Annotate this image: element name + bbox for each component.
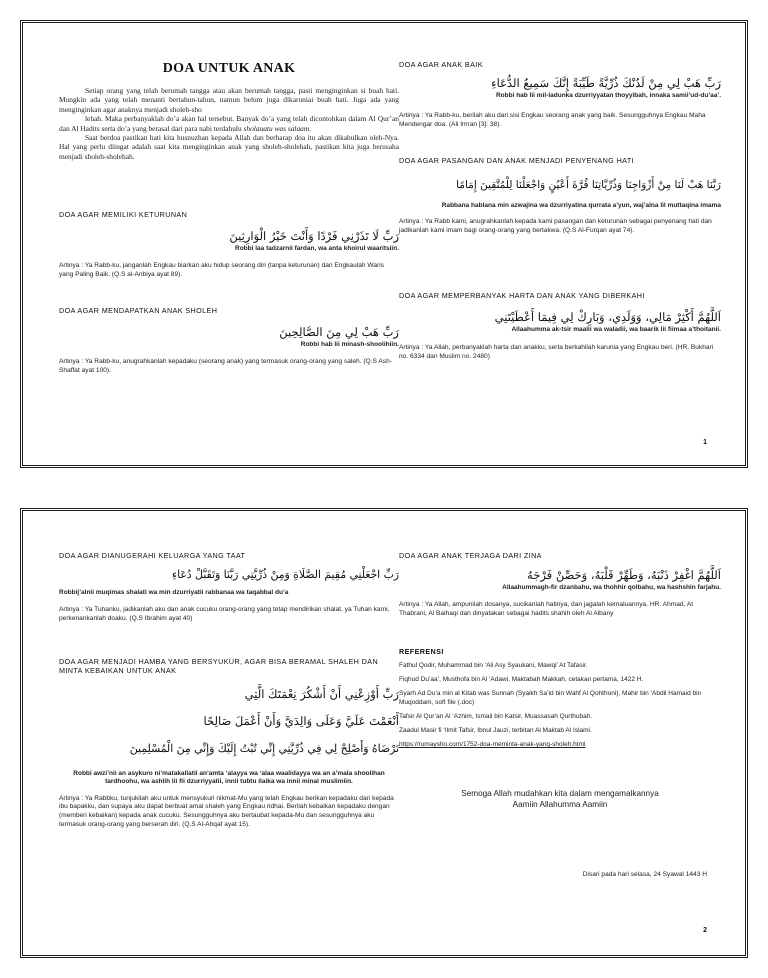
intro-paragraph-3: Saat berdoa pastikan hati kita husnuzhan kepada Allah dan berharap doa itu akan dikabulkan oleh-Nya. Hal yang perlu diingat adalah saat kita menginginkan anak yang sholeh-sholehah, pastikan kita juga berusaha menjadi sholeh-sholehah.: [59, 133, 399, 161]
section-heading: DOA AGAR MENJADI HAMBA YANG BERSYUKUR, AGAR BISA BERAMAL SHALEH DAN MINTA KEBAIKAN UNTUK ANAK: [59, 657, 379, 675]
section-harta-anak: [399, 291, 721, 362]
closing-prayer: [399, 788, 721, 810]
page-title: DOA UNTUK ANAK: [162, 61, 296, 76]
arabic-text: اَللَّهُمَّ أَكْثِرْ مَالِي، وَوَلَدِي، وَبَارِكْ لِي فِيمَا أَعْطَيْتَنِي: [494, 310, 721, 324]
intro-paragraph-1: Setiap orang yang telah berumah tangga atau akan berumah tangga, pasti menginginkan si buah hati. Mungkin ada yang telah menanti bertahun-tahun, namun belum juga dikaruniai buah hati. Juga ada yang menginginkan agar anaknya menjadi sholeh-sho: [59, 86, 399, 114]
signoff-text: Disari pada hari selasa, 24 Syawal 1443 H: [582, 871, 707, 878]
reference-item: Fathul Qodir, Muhammad bin ‘Ali Asy Syaukani, Mawqi’ At Tafasir.: [399, 662, 588, 669]
latin-text: Robbij’alnii muqimas shalati wa min dzurriyatii rabbanaa wa taqabbal du’a: [59, 589, 289, 596]
signoff: [399, 871, 707, 878]
latin-text: Allaahummagh-fir dzanbahu, wa thohhir qolbahu, wa hashshin farjahu.: [502, 584, 721, 591]
translation-text: Artinya : Ya Tuhanku, jadikanlah aku dan anak cucuku orang-orang yang tetap mendirikan shalat, ya Tuhan kami, perkenankanlah doaku. (Q.S Ibrahim ayat 40): [59, 606, 390, 622]
translation-text: Artinya : Ya Allah, ampunilah dosanya, sucikanlah hatinya, dan jagalah kemaluannya. HR. Ahmad, At Thabrani, Al Baihaqi dan dinyatakan sebagai hadits shahih oleh Al Albany: [399, 601, 694, 617]
latin-text: Robbi hab lii mil-ladunka dzurriyyatan thoyyibah, innaka samii’ud-du’aa’.: [495, 92, 721, 99]
translation-text: Artinya : Ya Allah, perbanyaklah harta dan anakku, serta berkahilah karunia yang Engkau beri. (HR. Bukhari no. 6334 dan Muslim no. 2480): [399, 344, 714, 360]
arabic-text: رَبِّ هَبْ لِي مِنْ لَدُنْكَ ذُرِّيَّةً طَيِّبَةً إِنَّكَ سَمِيعُ الدُّعَاءِ: [491, 76, 721, 90]
translation-text: Artinya : Ya Rabb-ku, berilah aku dari sisi Engkau seorang anak yang baik. Sesungguhnya Engkau Maha Mendengar doa. (Ali Imran [3]: 38).: [399, 112, 706, 128]
translation-text: Artinya : Ya Rabb-ku, janganlah Engkau biarkan aku hidup seorang diri (tanpa keturunan) dan Engkaulah Waris yang Paling Baik. (Q.S al-Anbiya ayat 89).: [59, 262, 385, 278]
latin-text: Robbi hab lii minash-shoolihiin.: [300, 341, 399, 348]
translation-text: Artinya : Ya Rabb-ku, anugrahkanlah kepadaku (seorang anak) yang termasuk orang-orang yang saleh. (Q.S Ash-Shaffat ayat 100).: [59, 358, 392, 374]
section-heading: DOA AGAR PASANGAN DAN ANAK MENJADI PENYENANG HATI: [399, 156, 635, 165]
latin-text: Robbi laa tadzarnii fardan, wa anta khoirul waaritsiin.: [235, 245, 399, 252]
arabic-text: اَللَّهُمَّ اغْفِرْ ذَنْبَهُ، وَطَهِّرْ قَلْبَهُ، وَحَصِّنْ فَرْجَهُ: [527, 568, 721, 582]
arabic-text: رَبِّ لَا تَذَرْنِي فَرْدًا وَأَنْتَ خَيْرُ الْوَارِثِينَ: [229, 229, 399, 243]
section-heading: DOA AGAR DIANUGERAHI KELUARGA YANG TAAT: [59, 551, 246, 560]
arabic-line-3: تَرْضَاهُ وَأَصْلِحْ لِي فِي ذُرِّيَّتِي إِنِّي تُبْتُ إِلَيْكَ وَإِنِّي مِنَ الْمُسْلِمِينَ: [129, 742, 399, 755]
section-penyenang-hati: [399, 156, 721, 236]
page-number: 1: [703, 439, 707, 446]
intro-text: [59, 86, 399, 161]
intro-paragraph-2-text: lehah. Maka perbanyaklah do’a akan hal tersebut. Banyak do’a yang telah dicontohkan dalam Al Qur’an dan Al Hadits serta do’a yang berasal dari para nabi terdahulu: [59, 114, 399, 133]
arabic-line-1: رَبِّ أَوْزِعْنِي أَنْ أَشْكُرَ نِعْمَتَكَ الَّتِي: [244, 687, 399, 701]
intro-paragraph-2-italic: sholauatu was salaam.: [243, 123, 312, 133]
intro-paragraph-2: [59, 114, 399, 133]
section-heading: DOA AGAR MEMPERBANYAK HARTA DAN ANAK YANG DIBERKAHI: [399, 291, 645, 300]
page-1: [20, 20, 748, 468]
translation-text: Artinya : Ya Rabbku, tunjukilah aku untuk mensyukuri nikmat-Mu yang telah Engkau berikan kepadaku dan kepada ibu bapakku, dan supaya aku dapat berbuat amal shaleh yang Engkau ridhai. Berilah kebaikan kepadaku dengan (memberi kebaikan) kepada anak cucuku. Sesungguhnya aku bertaubat kepada-Mu dan sesungguhnya aku termasuk orang-orang yang berserah diri. (Q.S Al-Ahqaf ayat 15).: [59, 794, 394, 828]
reference-item: Syarh Ad Du’a min al Kitab was Sunnah (Syaikh Sa’id bin Wahf Al Qohthoni), Mahir bin ‘Abdil Hamaid bin Muqoddam, soft file (.doc): [399, 690, 702, 706]
arabic-text: رَبَّنَا هَبْ لَنَا مِنْ أَزْوَاجِنَا وَذُرِّيَّاتِنَا قُرَّةَ أَعْيُنٍ وَاجْعَلْنَا لِلْمُتَّقِينَ إِمَامًا: [456, 179, 721, 191]
arabic-line-2: أَنْعَمْتَ عَلَيَّ وَعَلَى وَالِدَيَّ وَأَنْ أَعْمَلَ صَالِحًا: [203, 714, 399, 728]
closing-line-2: Aamiin Allahumma Aamiin: [512, 800, 608, 809]
section-anak-sholeh: [59, 306, 399, 376]
arabic-text: رَبِّ هَبْ لِي مِنَ الصَّالِحِينَ: [279, 325, 399, 339]
reference-item: Zaadul Masir fi ‘Ilmit Tafsir, Ibnul Jauzi, terbitan Al Maktab Al Islami.: [399, 727, 592, 735]
latin-text: Rabbana hablana min azwajina wa dzurriyatina qurrata a’yun, waj’alna lil muttaqina imama: [441, 202, 721, 209]
reference-item: Tafsir Al Qur’an Al ‘Azhim, Ismail bin Katsir, Muassasah Qurthubah.: [399, 712, 593, 720]
section-heading: DOA AGAR ANAK BAIK: [399, 60, 483, 69]
section-heading: DOA AGAR MENDAPATKAN ANAK SHOLEH: [59, 306, 218, 315]
section-heading: DOA AGAR MEMILIKI KETURUNAN: [59, 210, 188, 219]
section-anak-baik: [399, 60, 721, 130]
section-heading: DOA AGAR ANAK TERJAGA DARI ZINA: [399, 551, 542, 560]
arabic-text: رَبِّ اجْعَلْنِي مُقِيمَ الصَّلَاةِ وَمِنْ ذُرِّيَّتِي رَبَّنَا وَتَقَبَّلْ دُعَاءِ: [172, 568, 399, 581]
doc-title: [59, 61, 399, 77]
reference-item: Fiqhud Du’aa’, Musthofa bin Al ‘Adawi, Maktabah Makkah, cetakan pertama, 1422 H.: [399, 676, 644, 684]
closing-line-1: Semoga Allah mudahkan kita dalam mengamalkannya: [461, 789, 659, 798]
latin-text: Allaahumma ak-tsir maalii wa waladii, wa baarik lii fiimaa a’thoitanii.: [511, 326, 721, 333]
references-title: REFERENSI: [399, 647, 444, 656]
latin-text: Robbi awzi’nii an asykuro ni’matakallatii an’amta ‘alayya wa ‘alaa waalidayya wa an a’mala shoolihan tardhoohu, wa ashlih lii fii dzurriyyatii, innii tubtu ilaika wa innii minal muslimiin.: [73, 770, 385, 786]
page-2: [20, 508, 748, 958]
section-keturunan: [59, 210, 399, 280]
section-keluarga-taat: [59, 551, 399, 624]
section-hamba-bersyukur: [59, 657, 399, 829]
references: [399, 647, 721, 749]
page-number: 2: [703, 927, 707, 934]
section-terjaga-zina: [399, 551, 721, 619]
reference-link[interactable]: https://rumaysho.com/1752-doa-meminta-anak-yang-sholeh.html: [399, 741, 586, 749]
translation-text: Artinya : Ya Rabb kami, anugrahkanlah kepada kami pasangan dan keturunan sebagai penyenang hati dan jadikanlah kami imam bagi orang-orang yang bertakwa. (Q.S Al-Furqan ayat 74).: [399, 218, 712, 234]
